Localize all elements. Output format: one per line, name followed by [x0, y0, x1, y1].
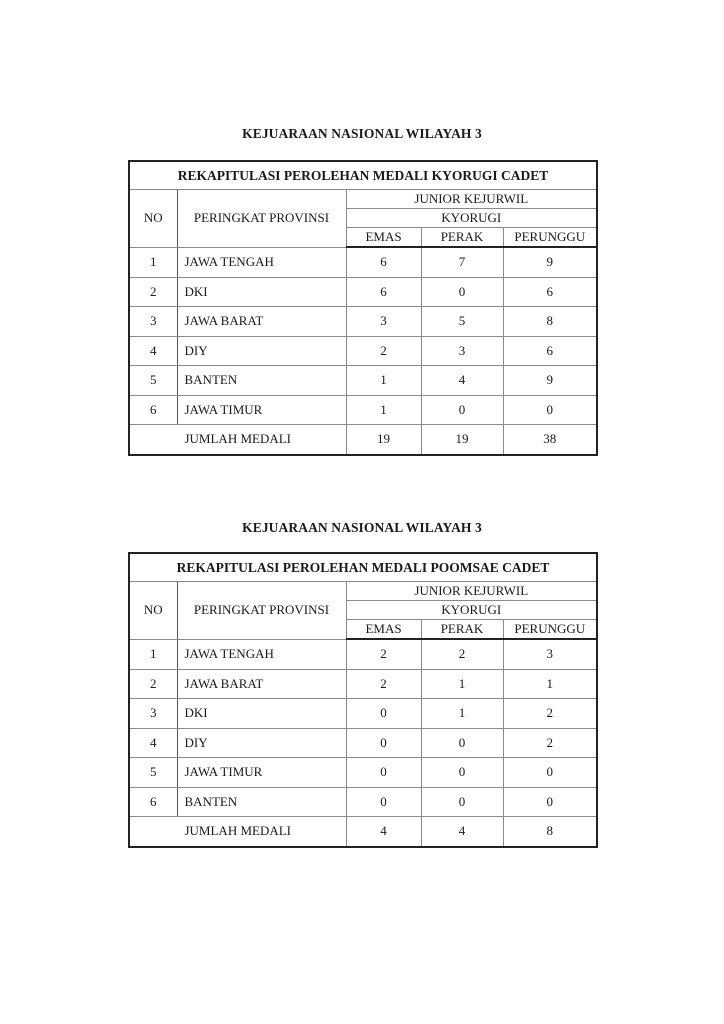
bronze-count: 9 — [503, 247, 597, 277]
bronze-count: 2 — [503, 699, 597, 729]
total-row — [129, 425, 597, 455]
province-name: JAWA TENGAH — [177, 639, 346, 669]
bronze-count: 6 — [503, 277, 597, 307]
table-row — [129, 728, 597, 758]
table-row — [129, 247, 597, 277]
document-heading-kyorugi: KEJUARAAN NASIONAL WILAYAH 3 — [242, 126, 482, 141]
total-row — [129, 817, 597, 847]
header-group: JUNIOR KEJURWIL — [346, 582, 597, 601]
bronze-count: 0 — [503, 395, 597, 425]
bronze-count: 6 — [503, 336, 597, 366]
medal-table-body — [129, 553, 597, 847]
header-gold: EMAS — [346, 620, 421, 640]
silver-count: 7 — [421, 247, 503, 277]
rank-number: 5 — [129, 758, 177, 788]
gold-count: 2 — [346, 639, 421, 669]
total-bronze: 38 — [503, 425, 597, 455]
gold-count: 0 — [346, 728, 421, 758]
rank-number: 6 — [129, 787, 177, 817]
bronze-count: 1 — [503, 669, 597, 699]
rank-number: 4 — [129, 336, 177, 366]
table-row — [129, 639, 597, 669]
bronze-count: 2 — [503, 728, 597, 758]
rank-number: 3 — [129, 699, 177, 729]
total-label: JUMLAH MEDALI — [129, 817, 346, 847]
province-name: DKI — [177, 699, 346, 729]
title-row — [129, 553, 597, 582]
gold-count: 0 — [346, 699, 421, 729]
gold-count: 1 — [346, 395, 421, 425]
silver-count: 5 — [421, 307, 503, 337]
bronze-count: 3 — [503, 639, 597, 669]
province-name: DKI — [177, 277, 346, 307]
table-row — [129, 277, 597, 307]
table-row — [129, 395, 597, 425]
total-label: JUMLAH MEDALI — [129, 425, 346, 455]
rank-number: 2 — [129, 277, 177, 307]
medal-table-body — [129, 161, 597, 455]
silver-count: 0 — [421, 787, 503, 817]
silver-count: 4 — [421, 366, 503, 396]
table-title: REKAPITULASI PEROLEHAN MEDALI KYORUGI CADET — [129, 161, 597, 190]
silver-count: 0 — [421, 758, 503, 788]
header-silver: PERAK — [421, 228, 503, 248]
province-name: DIY — [177, 336, 346, 366]
header-silver: PERAK — [421, 620, 503, 640]
gold-count: 6 — [346, 277, 421, 307]
province-name: JAWA TIMUR — [177, 758, 346, 788]
table-row — [129, 336, 597, 366]
silver-count: 1 — [421, 669, 503, 699]
rank-number: 1 — [129, 639, 177, 669]
silver-count: 1 — [421, 699, 503, 729]
silver-count: 0 — [421, 728, 503, 758]
header-group: JUNIOR KEJURWIL — [346, 190, 597, 209]
title-row — [129, 161, 597, 190]
header-no: NO — [129, 190, 177, 248]
province-name: JAWA BARAT — [177, 669, 346, 699]
silver-count: 2 — [421, 639, 503, 669]
rank-number: 2 — [129, 669, 177, 699]
gold-count: 3 — [346, 307, 421, 337]
header-row-group — [129, 582, 597, 601]
total-gold: 19 — [346, 425, 421, 455]
table-row — [129, 787, 597, 817]
bronze-count: 0 — [503, 758, 597, 788]
header-row-group — [129, 190, 597, 209]
header-no: NO — [129, 582, 177, 640]
header-bronze: PERUNGGU — [503, 228, 597, 248]
table-row — [129, 758, 597, 788]
gold-count: 0 — [346, 758, 421, 788]
province-name: BANTEN — [177, 787, 346, 817]
header-province: PERINGKAT PROVINSI — [177, 582, 346, 640]
total-bronze: 8 — [503, 817, 597, 847]
total-silver: 4 — [421, 817, 503, 847]
province-name: BANTEN — [177, 366, 346, 396]
silver-count: 0 — [421, 277, 503, 307]
table-row — [129, 366, 597, 396]
rank-number: 4 — [129, 728, 177, 758]
table-row — [129, 307, 597, 337]
medal-table-kyorugi — [128, 160, 598, 456]
table-row — [129, 699, 597, 729]
bronze-count: 9 — [503, 366, 597, 396]
total-silver: 19 — [421, 425, 503, 455]
header-gold: EMAS — [346, 228, 421, 248]
province-name: JAWA TIMUR — [177, 395, 346, 425]
bronze-count: 8 — [503, 307, 597, 337]
header-bronze: PERUNGGU — [503, 620, 597, 640]
gold-count: 6 — [346, 247, 421, 277]
silver-count: 0 — [421, 395, 503, 425]
medal-table-poomsae — [128, 552, 598, 848]
bronze-count: 0 — [503, 787, 597, 817]
document-heading-poomsae: KEJUARAAN NASIONAL WILAYAH 3 — [242, 520, 482, 535]
rank-number: 1 — [129, 247, 177, 277]
total-gold: 4 — [346, 817, 421, 847]
gold-count: 2 — [346, 669, 421, 699]
header-category: KYORUGI — [346, 601, 597, 620]
gold-count: 2 — [346, 336, 421, 366]
rank-number: 5 — [129, 366, 177, 396]
gold-count: 1 — [346, 366, 421, 396]
silver-count: 3 — [421, 336, 503, 366]
rank-number: 6 — [129, 395, 177, 425]
province-name: JAWA BARAT — [177, 307, 346, 337]
gold-count: 0 — [346, 787, 421, 817]
table-title: REKAPITULASI PEROLEHAN MEDALI POOMSAE CADET — [129, 553, 597, 582]
header-category: KYORUGI — [346, 209, 597, 228]
header-province: PERINGKAT PROVINSI — [177, 190, 346, 248]
province-name: JAWA TENGAH — [177, 247, 346, 277]
province-name: DIY — [177, 728, 346, 758]
rank-number: 3 — [129, 307, 177, 337]
table-row — [129, 669, 597, 699]
